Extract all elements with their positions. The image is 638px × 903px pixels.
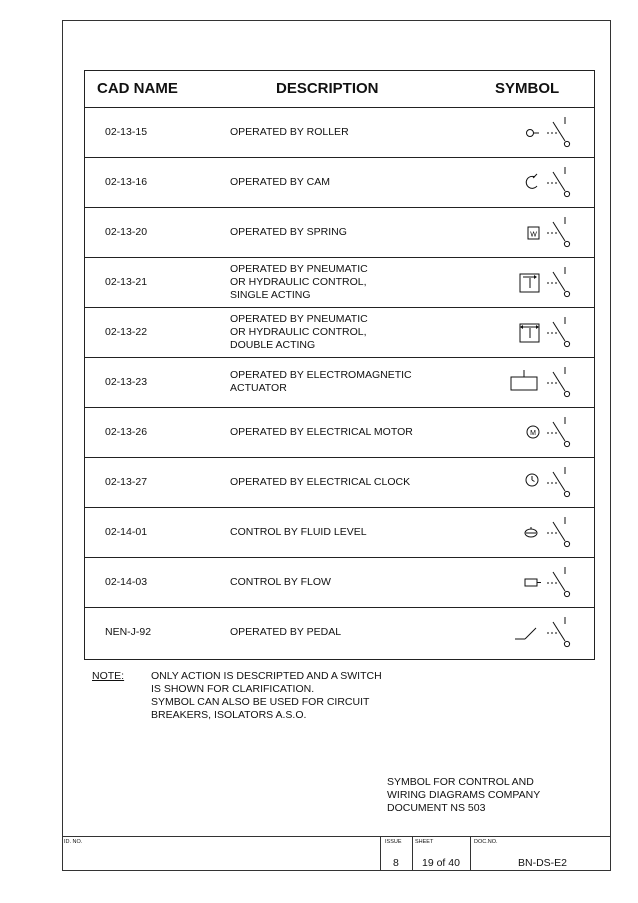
issue-value: 8: [393, 857, 399, 869]
description-line: DOUBLE ACTING: [230, 338, 316, 351]
sheet-cell-border: [412, 836, 413, 871]
table-row: [85, 207, 594, 258]
symbol-cell: [503, 307, 593, 357]
description-cell: [230, 507, 450, 557]
cad-name-cell: 02-13-27: [105, 476, 148, 488]
description-cell: [230, 257, 450, 307]
table-row: [85, 607, 594, 657]
description-cell: [230, 407, 450, 457]
note-text: [151, 670, 382, 722]
description-cell: [230, 107, 450, 157]
table-header: [85, 71, 594, 108]
symbol-cell: [503, 207, 593, 257]
symbol-cell: [503, 157, 593, 207]
description-cell: [230, 157, 450, 207]
symbol-cell: [503, 407, 593, 457]
symbol-cell: [503, 507, 593, 557]
description-line: OPERATED BY ELECTRICAL MOTOR: [230, 425, 413, 438]
header-cad-name: CAD NAME: [97, 80, 178, 97]
table-row: [85, 107, 594, 158]
flow-icon: [503, 557, 593, 607]
symbol-cell: [503, 107, 593, 157]
description-line: CONTROL BY FLUID LEVEL: [230, 525, 367, 538]
symbol-cell: [503, 457, 593, 507]
note-line: IS SHOWN FOR CLARIFICATION.: [151, 683, 315, 695]
description-cell: [230, 357, 450, 407]
symbol-table: [84, 70, 595, 660]
description-line: SINGLE ACTING: [230, 288, 311, 301]
note-line: BREAKERS, ISOLATORS A.S.O.: [151, 709, 307, 721]
roller-actuator-icon: [503, 107, 593, 157]
description-line: OPERATED BY ELECTROMAGNETIC: [230, 369, 412, 381]
electric-motor-icon: [503, 407, 593, 457]
cad-name-cell: 02-13-22: [105, 326, 148, 338]
cad-name-cell: NEN-J-92: [105, 626, 152, 638]
cad-name-cell: 02-13-16: [105, 176, 148, 188]
cam-actuator-icon: [503, 157, 593, 207]
motor-tag: M: [530, 430, 536, 437]
header-symbol: SYMBOL: [495, 80, 560, 97]
doc-cell-border: [470, 836, 471, 871]
cad-name-cell: 02-14-03: [105, 576, 148, 588]
description-line: OPERATED BY PEDAL: [230, 625, 342, 638]
symbol-cell: [503, 557, 593, 607]
note-label: NOTE:: [92, 670, 125, 682]
sheet-value: 19 of 40: [422, 857, 460, 869]
pedal-icon: [503, 607, 593, 657]
fluid-level-icon: [503, 507, 593, 557]
single-acting-cylinder-icon: [503, 257, 593, 307]
description-line: OR HYDRAULIC CONTROL,: [230, 325, 367, 338]
document-title: [387, 776, 540, 815]
cad-name-cell: 02-13-26: [105, 426, 148, 438]
issue-cell-border: [380, 836, 381, 871]
description-cell: [230, 557, 450, 607]
title-line: WIRING DIAGRAMS COMPANY: [387, 789, 541, 801]
table-row: [85, 357, 594, 408]
description-line: OPERATED BY ROLLER: [230, 125, 349, 138]
description-line: OPERATED BY ELECTRICAL CLOCK: [230, 475, 411, 488]
title-block-divider: [62, 836, 611, 837]
description-line: CONTROL BY FLOW: [230, 575, 331, 588]
description-line: OPERATED BY PNEUMATIC: [230, 262, 368, 275]
description-line: ACTUATOR: [230, 382, 287, 394]
description-cell: [230, 607, 450, 657]
description-cell: [230, 307, 450, 357]
note-line: ONLY ACTION IS DESCRIPTED AND A SWITCH: [151, 670, 382, 682]
doc-number-value: BN-DS-E2: [518, 857, 568, 869]
table-row: [85, 257, 594, 308]
description-line: OPERATED BY PNEUMATIC: [230, 312, 368, 325]
table-row: [85, 457, 594, 508]
title-line: DOCUMENT NS 503: [387, 802, 486, 814]
cad-name-cell: 02-14-01: [105, 526, 148, 538]
description-line: OPERATED BY SPRING: [230, 225, 347, 238]
description-cell: [230, 207, 450, 257]
sheet-label: SHEET: [415, 839, 434, 845]
title-line: SYMBOL FOR CONTROL AND: [387, 776, 534, 788]
spring-actuator-icon: [503, 207, 593, 257]
cad-name-cell: 02-13-15: [105, 126, 148, 138]
note-line: SYMBOL CAN ALSO BE USED FOR CIRCUIT: [151, 696, 370, 708]
electric-clock-icon: [503, 457, 593, 507]
doc-no-label: DOC.NO.: [474, 839, 498, 845]
id-no-label: ID. NO.: [64, 839, 83, 845]
description-line: OR HYDRAULIC CONTROL,: [230, 275, 367, 288]
table-row: [85, 507, 594, 558]
cad-name-cell: 02-13-21: [105, 276, 148, 288]
symbol-cell: [503, 257, 593, 307]
header-description: DESCRIPTION: [276, 80, 379, 97]
table-row: [85, 157, 594, 208]
cad-name-cell: 02-13-20: [105, 226, 148, 238]
table-row: [85, 307, 594, 358]
spring-tag: W: [530, 231, 537, 239]
table-row: [85, 407, 594, 458]
symbol-cell: [503, 607, 593, 657]
electromagnetic-actuator-icon: [503, 357, 593, 407]
symbol-cell: [503, 357, 593, 407]
description-line: OPERATED BY CAM: [230, 175, 330, 188]
description-cell: [230, 457, 450, 507]
double-acting-cylinder-icon: [503, 307, 593, 357]
cad-name-cell: 02-13-23: [105, 376, 148, 388]
issue-label: ISSUE: [385, 839, 402, 845]
table-row: [85, 557, 594, 608]
